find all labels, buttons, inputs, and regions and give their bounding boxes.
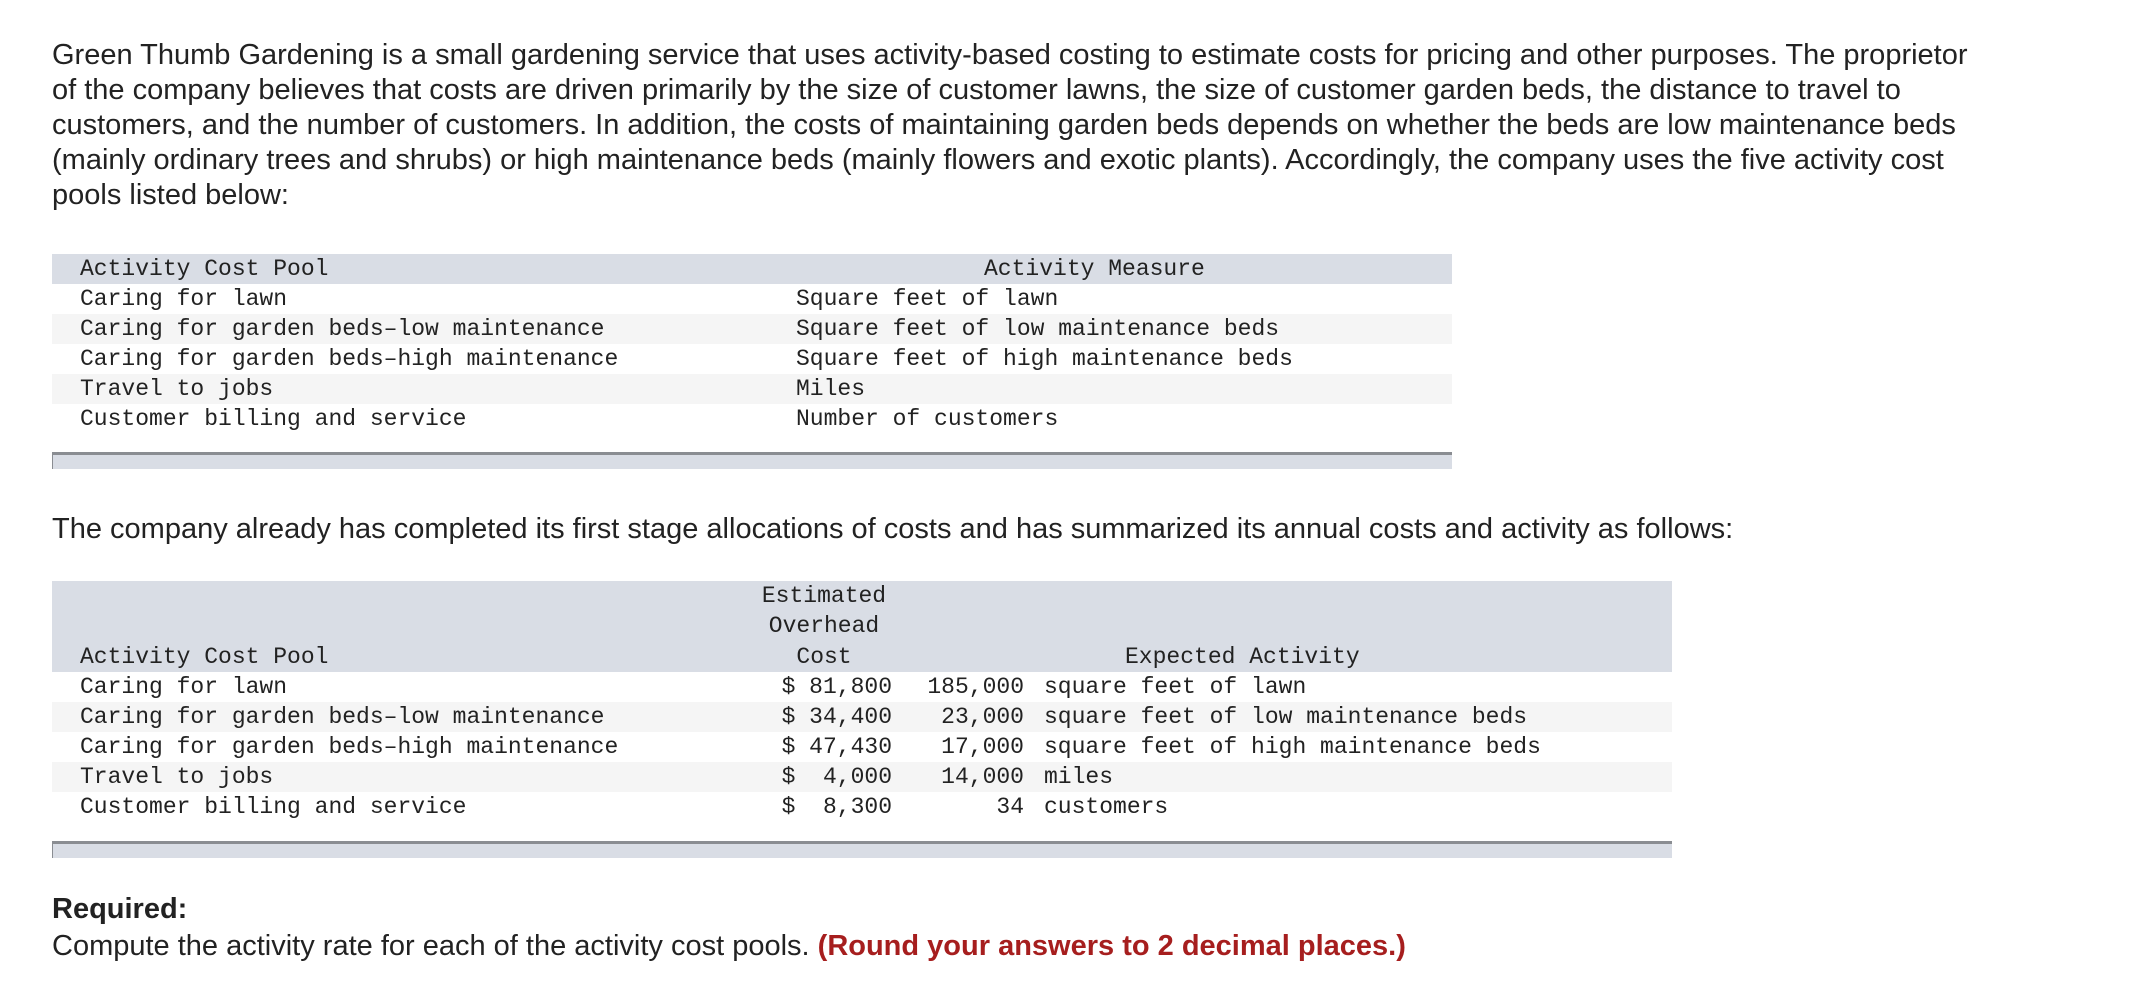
table-row: [52, 792, 1672, 822]
activity-measure-cell: Square feet of lawn: [796, 286, 1059, 312]
header-activity-cost-pool: Activity Cost Pool: [80, 256, 329, 282]
activity-cost-pool-cell: Customer billing and service: [80, 794, 467, 820]
table-row: [52, 672, 1672, 702]
activity-measure-cell: Square feet of high maintenance beds: [796, 346, 1293, 372]
table-header-row: [52, 581, 1672, 672]
required-label: Required:: [52, 893, 188, 925]
estimated-cost-cell: $ 34,400: [781, 704, 892, 730]
rounding-note: (Round your answers to 2 decimal places.): [817, 930, 1406, 962]
header-cost-line3: Cost: [796, 644, 852, 670]
instruction-text: Compute the activity rate for each of the activity cost pools.: [52, 930, 810, 962]
activity-unit-cell: square feet of lawn: [1044, 674, 1307, 700]
estimated-cost-cell: $ 8,300: [781, 794, 892, 820]
table-row: [52, 374, 1452, 404]
activity-measure-cell: Number of customers: [796, 406, 1059, 432]
activity-cost-pool-cell: Customer billing and service: [80, 406, 467, 432]
expected-quantity-cell: 23,000: [941, 704, 1024, 730]
table-row: [52, 702, 1672, 732]
activity-cost-pool-cell: Travel to jobs: [80, 764, 274, 790]
activity-cost-pool-cell: Caring for garden beds–low maintenance: [80, 316, 605, 342]
cost-activity-table: [52, 581, 1672, 858]
table-row: [52, 762, 1672, 792]
header-expected-activity: Expected Activity: [1125, 644, 1360, 670]
intro-paragraph: Green Thumb Gardening is a small gardening service that uses activity-based costing to estimate costs for pricing and other purposes. The proprietor of the company believes that costs are driven primarily by the size of customer lawns, the size of customer garden beds, the distance to travel to customers, and the number of customers. In addition, the costs of maintaining garden beds depends on whether the beds are low maintenance beds (mainly ordinary trees and shrubs) or high maintenance beds (mainly flowers and exotic plants). Accordingly, the company uses the five activity cost pools listed below:: [52, 39, 1968, 211]
expected-quantity-cell: 17,000: [941, 734, 1024, 760]
required-instructions: [52, 930, 1406, 963]
activity-measure-cell: Miles: [796, 376, 866, 402]
activity-measure-table: [52, 254, 1452, 469]
activity-cost-pool-cell: Caring for lawn: [80, 674, 288, 700]
estimated-cost-cell: $ 47,430: [781, 734, 892, 760]
table-row: [52, 344, 1452, 374]
table-footer-bar: [52, 452, 1452, 469]
header-activity-measure: Activity Measure: [984, 256, 1205, 282]
activity-cost-pool-cell: Travel to jobs: [80, 376, 274, 402]
activity-unit-cell: customers: [1044, 794, 1169, 820]
table-row: [52, 314, 1452, 344]
header-cost-line1: Estimated: [761, 583, 887, 609]
table-row: [52, 404, 1452, 434]
header-activity-cost-pool: Activity Cost Pool: [80, 644, 329, 670]
expected-quantity-cell: 185,000: [927, 674, 1024, 700]
estimated-cost-cell: $ 81,800: [781, 674, 892, 700]
expected-quantity-cell: 14,000: [941, 764, 1024, 790]
activity-cost-pool-cell: Caring for garden beds–high maintenance: [80, 734, 619, 760]
table-row: [52, 732, 1672, 762]
activity-unit-cell: square feet of low maintenance beds: [1044, 704, 1528, 730]
table-footer-bar: [52, 841, 1672, 858]
activity-cost-pool-cell: Caring for garden beds–low maintenance: [80, 704, 605, 730]
estimated-cost-cell: $ 4,000: [781, 764, 892, 790]
activity-measure-cell: Square feet of low maintenance beds: [796, 316, 1280, 342]
activity-cost-pool-cell: Caring for lawn: [80, 286, 288, 312]
activity-unit-cell: miles: [1044, 764, 1114, 790]
table-header-row: [52, 254, 1452, 284]
expected-quantity-cell: 34: [996, 794, 1024, 820]
activity-unit-cell: square feet of high maintenance beds: [1044, 734, 1541, 760]
table-row: [52, 284, 1452, 314]
activity-cost-pool-cell: Caring for garden beds–high maintenance: [80, 346, 619, 372]
allocation-paragraph: The company already has completed its first stage allocations of costs and has summarized its annual costs and activity as follows:: [52, 513, 1734, 545]
header-cost-line2: Overhead: [768, 613, 880, 639]
